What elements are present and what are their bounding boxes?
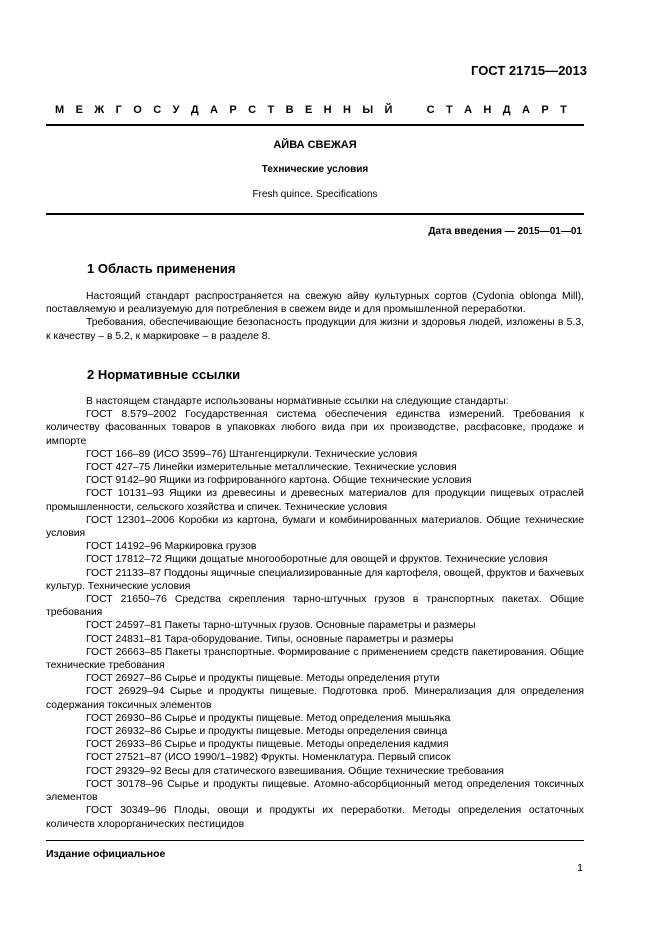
banner-letter: Е bbox=[75, 104, 83, 116]
banner-letter: О bbox=[133, 104, 142, 116]
reference-item: ГОСТ 12301–2006 Коробки из картона, бумаги и комбинированных материалов. Общие технические условия bbox=[46, 514, 584, 540]
banner-letter: У bbox=[172, 104, 180, 116]
paragraph: Требования, обеспечивающие безопасность продукции для жизни и здоровья людей, изложены в 5.3, к качеству – в 5.2, к маркировке – в разделе 8. bbox=[46, 317, 584, 342]
paragraph: Настоящий стандарт распространяется на свежую айву культурных сортов (Cydonia oblonga Mill), поставляемую и реализуемую для потребления в свежем виде и для промышленной переработки. bbox=[46, 291, 584, 316]
reference-item: ГОСТ 21650–76 Средства скрепления тарно-штучных грузов в транспортных пакетах. Общие требования bbox=[46, 594, 584, 619]
banner-letter: А bbox=[522, 104, 530, 116]
reference-item: ГОСТ 30178–96 Сырье и продукты пищевые. Атомно-абсорбционный метод определения токсичных элементов bbox=[46, 778, 584, 804]
reference-item: ГОСТ 24597–81 Пакеты тарно-штучных грузов. Основные параметры и размеры bbox=[86, 620, 476, 632]
reference-item: ГОСТ 24831–81 Тара-оборудование. Типы, основные параметры и размеры bbox=[86, 633, 454, 645]
section-2-body bbox=[46, 395, 584, 831]
section-1-heading: 1 Область применения bbox=[87, 261, 236, 276]
banner-letter: Д bbox=[190, 104, 199, 116]
reference-item: ГОСТ 26927–86 Сырье и продукты пищевые. Методы определения ртути bbox=[86, 673, 440, 685]
banner-letter: Г bbox=[115, 104, 122, 116]
banner-letter: Т bbox=[267, 104, 275, 116]
banner-letter: Д bbox=[502, 104, 511, 116]
banner-letter: М bbox=[55, 104, 65, 116]
banner-letter: Н bbox=[343, 104, 351, 116]
reference-item: ГОСТ 27521–87 (ИСО 1990/1–1982) Фрукты. Номенклатура. Первый список bbox=[86, 752, 451, 764]
reference-item: ГОСТ 29329–92 Весы для статического взвешивания. Общие технические требования bbox=[86, 765, 504, 777]
banner-letter: Ы bbox=[362, 104, 374, 116]
banner-letter: Р bbox=[541, 104, 549, 116]
reference-item: ГОСТ 26929–94 Сырье и продукты пищевые. Подготовка проб. Минерализация для определения содержания токсичных элементов bbox=[46, 686, 584, 711]
section-1-body bbox=[46, 290, 584, 343]
section-2-heading: 2 Нормативные ссылки bbox=[87, 367, 241, 382]
banner-letter: Н bbox=[323, 104, 332, 116]
header-rule bbox=[46, 124, 584, 126]
banner-letter: Й bbox=[384, 104, 393, 116]
reference-item: ГОСТ 10131–93 Ящики из древесины и древесных материалов для продукции пищевых отраслей промышленности, сельского хозяйства и спичек. Технические условия bbox=[46, 488, 584, 513]
document-title: АЙВА СВЕЖАЯ bbox=[273, 139, 357, 151]
reference-item: ГОСТ 26930–86 Сырье и продукты пищевые. Метод определения мышьяка bbox=[86, 712, 451, 724]
reference-item: ГОСТ 26932–86 Сырье и продукты пищевые. Методы определения свинца bbox=[86, 726, 448, 738]
banner-letter: С bbox=[248, 104, 257, 116]
gost-number: ГОСТ 21715—2013 bbox=[471, 63, 587, 78]
banner-letter: Т bbox=[560, 104, 567, 116]
paragraph: В настоящем стандарте использованы нормативные ссылки на следующие стандарты: bbox=[86, 396, 509, 407]
reference-item: ГОСТ 30349–96 Плоды, овощи и продукты их переработки. Методы определения остаточных количеств хлорорганических пестицидов bbox=[46, 805, 584, 830]
interstate-standard-banner bbox=[55, 104, 567, 116]
banner-letter: Е bbox=[304, 104, 313, 116]
banner-letter: А bbox=[210, 104, 218, 116]
footer-rule bbox=[46, 840, 584, 841]
banner-letter: А bbox=[464, 104, 473, 116]
banner-letter: В bbox=[285, 104, 294, 116]
reference-item: ГОСТ 21133–87 Поддоны ящичные специализированные для картофеля, овощей, фруктов и бахчевых культур. Технические условия bbox=[46, 567, 584, 592]
banner-letter: Р bbox=[229, 104, 237, 116]
document-subtitle: Технические условия bbox=[261, 164, 369, 175]
reference-item: ГОСТ 26933–86 Сырье и продукты пищевые. Методы определения кадмия bbox=[86, 739, 449, 751]
banner-letter: Т bbox=[445, 104, 453, 116]
banner-letter: Н bbox=[483, 104, 492, 116]
title-block-rule bbox=[46, 213, 584, 215]
banner-letter: С bbox=[426, 104, 435, 116]
reference-item: ГОСТ 427–75 Линейки измерительные металлические. Технические условия bbox=[86, 462, 457, 474]
banner-letter: Ж bbox=[94, 104, 105, 116]
banner-letter: С bbox=[153, 104, 162, 116]
reference-item: ГОСТ 166–89 (ИСО 3599–76) Штангенциркули. Технические условия bbox=[86, 448, 418, 460]
english-title: Fresh quince. Specifications bbox=[252, 189, 378, 200]
reference-item: ГОСТ 9142–90 Ящики из гофрированного картона. Общие технические условия bbox=[86, 475, 472, 487]
introduction-date: Дата введения — 2015—01—01 bbox=[428, 226, 582, 237]
reference-item: ГОСТ 14192–96 Маркировка грузов bbox=[86, 541, 257, 553]
page-number: 1 bbox=[577, 862, 583, 874]
reference-item: ГОСТ 8.579–2002 Государственная система обеспечения единства измерений. Требования к количеству фасованных товаров в упаковках любого вида при их производстве, расфасовке, продаже и импорте bbox=[46, 409, 584, 447]
official-edition-label: Издание официальное bbox=[46, 848, 166, 860]
reference-item: ГОСТ 17812–72 Ящики дощатые многооборотные для овощей и фруктов. Технические условия bbox=[86, 554, 548, 566]
reference-item: ГОСТ 26663–85 Пакеты транспортные. Формирование с применением средств пакетирования. Общие технические требования bbox=[46, 646, 584, 672]
